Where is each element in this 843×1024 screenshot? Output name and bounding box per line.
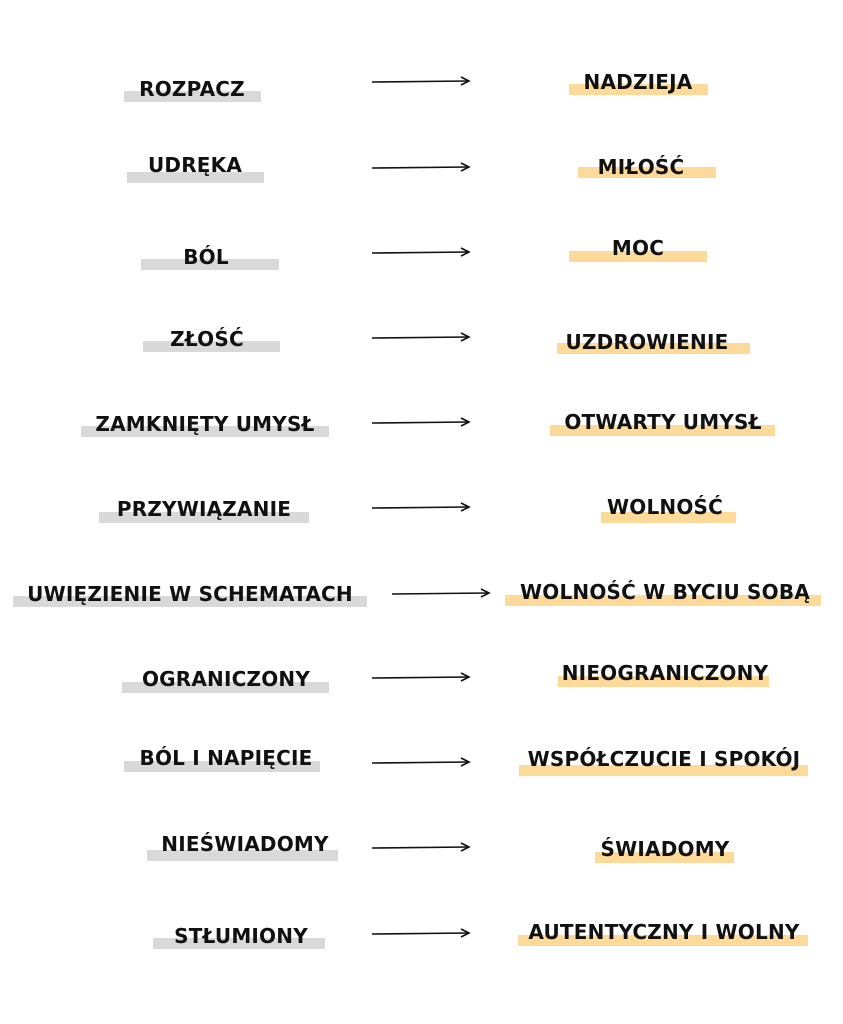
- right-word: OTWARTY UMYSŁ: [564, 410, 762, 434]
- arrow-icon: [372, 160, 472, 174]
- left-word: OGRANICZONY: [141, 667, 311, 691]
- arrow-icon: [372, 245, 472, 259]
- right-word: NADZIEJA: [583, 70, 693, 94]
- left-word: ZAMKNIĘTY UMYSŁ: [95, 412, 315, 436]
- left-word: ROZPACZ: [139, 77, 245, 101]
- left-word: PRZYWIĄZANIE: [116, 497, 292, 521]
- left-word: ZŁOŚĆ: [170, 327, 244, 351]
- arrow-icon: [392, 586, 492, 600]
- arrow-icon: [372, 415, 472, 429]
- arrow-icon: [372, 670, 472, 684]
- left-word: UDRĘKA: [147, 153, 243, 177]
- arrow-icon: [372, 926, 472, 940]
- arrow-icon: [372, 330, 472, 344]
- right-word: UZDROWIENIE: [565, 330, 729, 354]
- left-word: BÓL: [183, 245, 229, 269]
- right-word: WOLNOŚĆ W BYCIU SOBĄ: [520, 580, 810, 604]
- arrow-icon: [372, 840, 472, 854]
- left-word: UWIĘZIENIE W SCHEMATACH: [27, 582, 353, 606]
- right-word: MIŁOŚĆ: [597, 155, 685, 179]
- right-word: AUTENTYCZNY I WOLNY: [528, 920, 800, 944]
- left-word: STŁUMIONY: [174, 924, 308, 948]
- right-word: ŚWIADOMY: [600, 837, 730, 861]
- right-word: MOC: [611, 236, 665, 260]
- right-word: NIEOGRANICZONY: [561, 661, 769, 685]
- right-word: WOLNOŚĆ: [606, 495, 724, 519]
- left-word: NIEŚWIADOMY: [161, 832, 329, 856]
- arrow-icon: [372, 755, 472, 769]
- arrow-icon: [372, 500, 472, 514]
- left-word: BÓL I NAPIĘCIE: [139, 746, 313, 770]
- arrow-icon: [372, 74, 472, 88]
- right-word: WSPÓŁCZUCIE I SPOKÓJ: [527, 747, 801, 771]
